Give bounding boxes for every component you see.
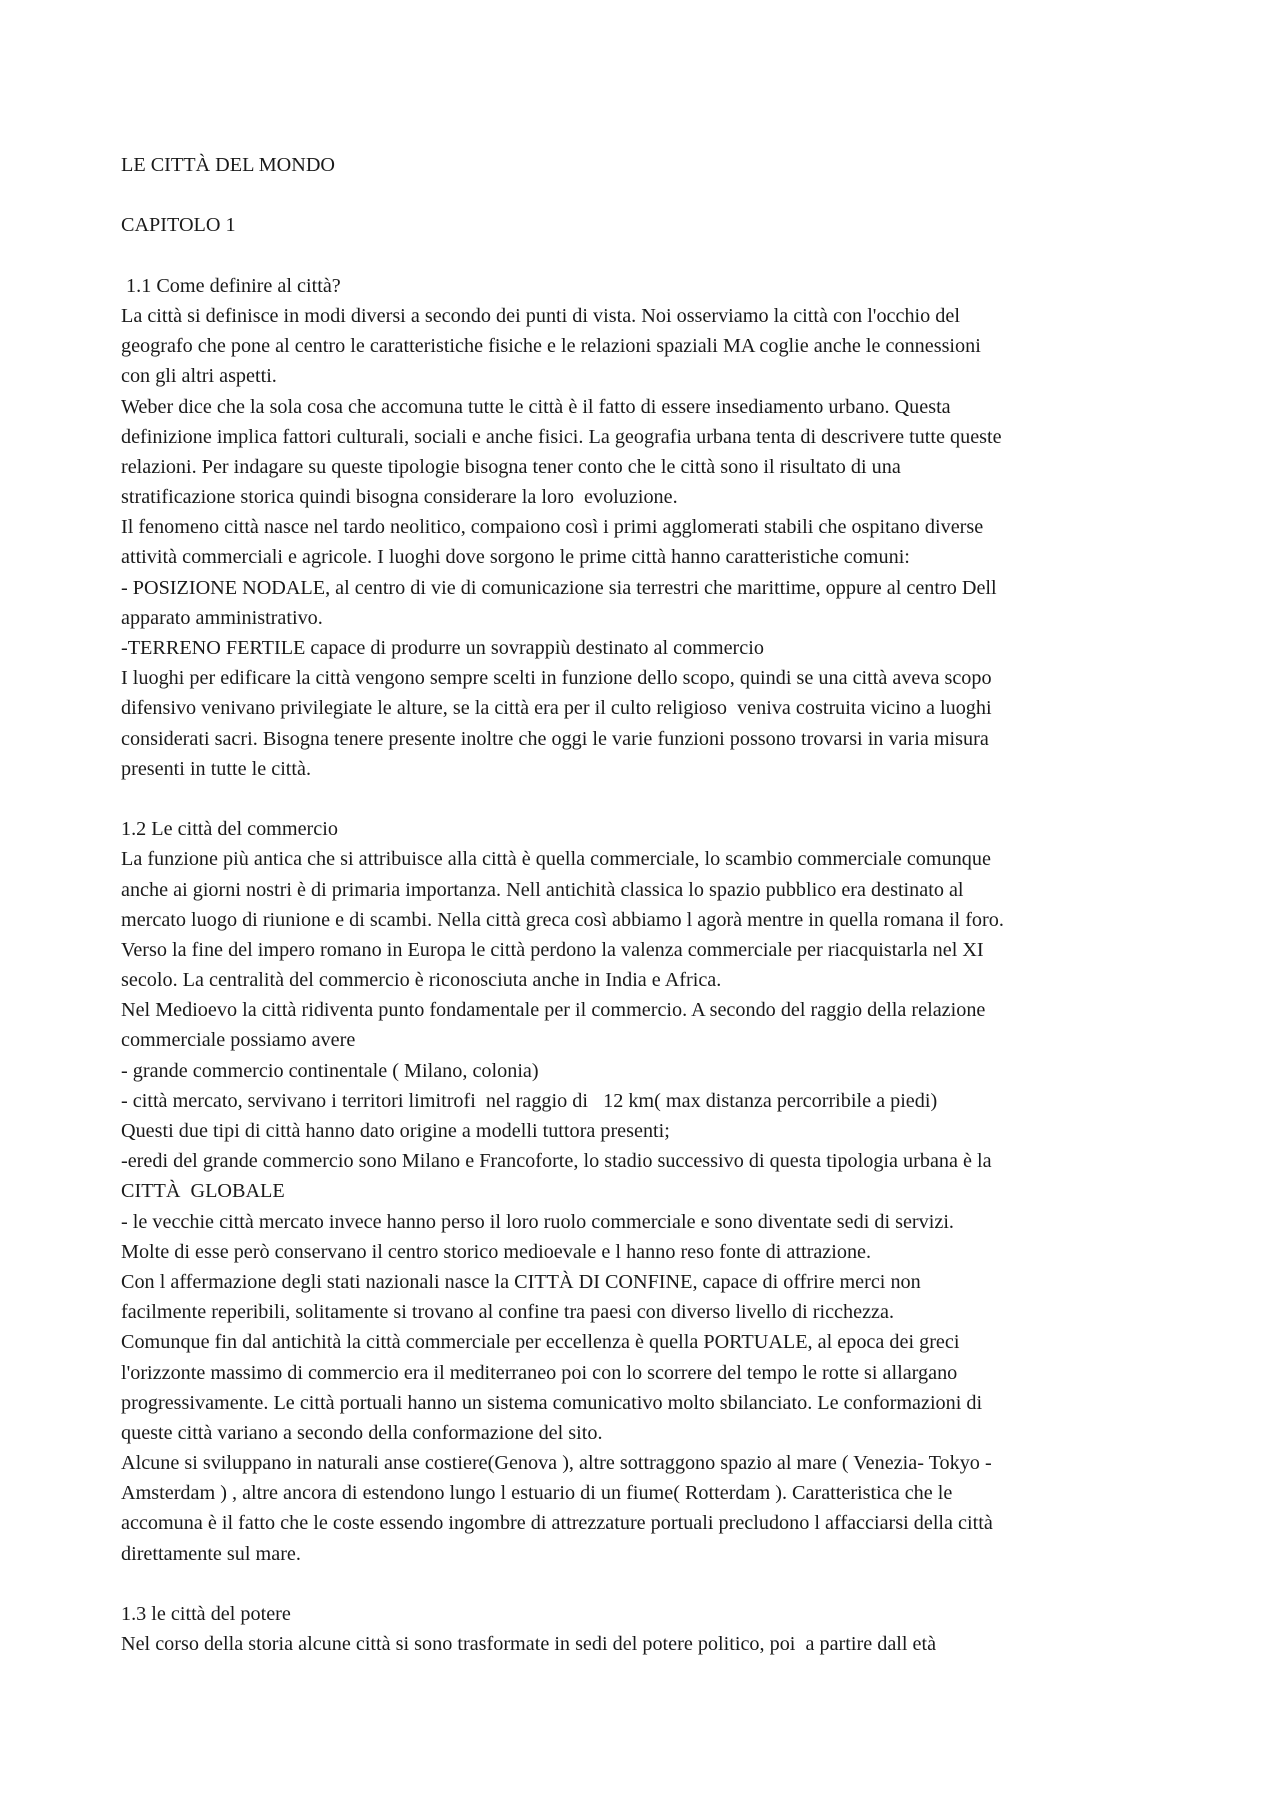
paragraph-line: La funzione più antica che si attribuisce alla città è quella commerciale, lo scambio commerciale comunque [121,848,991,871]
spacer [121,241,1171,271]
paragraph-line: stratificazione storica quindi bisogna considerare la loro evoluzione. [121,486,678,509]
paragraph-line: Comunque fin dal antichità la città commerciale per eccellenza è quella PORTUALE, al epoca dei greci [121,1331,960,1354]
paragraph-line: - POSIZIONE NODALE, al centro di vie di comunicazione sia terrestri che marittime, oppure al centro Dell [121,576,997,599]
spacer [121,1569,1171,1599]
paragraph-line: anche ai giorni nostri è di primaria importanza. Nell antichità classica lo spazio pubblico era destinato al [121,878,964,901]
paragraph-line: - le vecchie città mercato invece hanno perso il loro ruolo commerciale e sono diventate sedi di servizi. [121,1210,954,1233]
paragraph-line: -TERRENO FERTILE capace di produrre un sovrappiù destinato al commercio [121,637,764,659]
spacer [121,180,1171,210]
paragraph-line: relazioni. Per indagare su queste tipologie bisogna tener conto che le città sono il risultato di una [121,455,901,478]
paragraph-line: considerati sacri. Bisogna tenere presente inoltre che oggi le varie funzioni possono trovarsi in varia misura [121,727,989,750]
paragraph-line: La città si definisce in modi diversi a secondo dei punti di vista. Noi osserviamo la città con l'occhio del [121,304,960,327]
paragraph-line: Questi due tipi di città hanno dato origine a modelli tuttora presenti; [121,1120,670,1142]
paragraph-line: - città mercato, servivano i territori limitrofi nel raggio di 12 km( max distanza percorribile a piedi) [121,1089,938,1112]
paragraph-line: Amsterdam ) , altre ancora di estendono lungo l estuario di un fiume( Rotterdam ). Caratteristica che le [121,1482,953,1505]
paragraph-line: Nel Medioevo la città ridiventa punto fondamentale per il commercio. A secondo del raggio della relazione [121,999,986,1022]
paragraph-line: CITTÀ GLOBALE [121,1180,285,1203]
paragraph-line: Nel corso della storia alcune città si sono trasformate in sedi del potere politico, poi a partire dall età [121,1633,937,1656]
paragraph-line: presenti in tutte le città. [121,757,312,780]
paragraph-line: attività commerciali e agricole. I luoghi dove sorgono le prime città hanno caratteristiche comuni: [121,546,910,569]
paragraph-line: -eredi del grande commercio sono Milano e Francoforte, lo stadio successivo di questa tipologia urbana è la [121,1150,992,1173]
paragraph-line: progressivamente. Le città portuali hanno un sistema comunicativo molto sbilanciato. Le conformazioni di [121,1391,983,1414]
paragraph-line: Weber dice che la sola cosa che accomuna tutte le città è il fatto di essere insediamento urbano. Questa [121,395,951,418]
paragraph-line: difensivo venivano privilegiate le alture, se la città era per il culto religioso veniva costruita vicino a luoghi [121,697,992,720]
paragraph-line: I luoghi per edificare la città vengono sempre scelti in funzione dello scopo, quindi se una città aveva scopo [121,667,992,690]
paragraph-line: Verso la fine del impero romano in Europa le città perdono la valenza commerciale per riacquistarla nel XI [121,938,984,961]
document-body [121,150,1171,1659]
paragraph-line: apparato amministrativo. [121,606,323,629]
paragraph-line: commerciale possiamo avere [121,1029,356,1052]
paragraph-line: accomuna è il fatto che le coste essendo ingombre di attrezzature portuali precludono l affacciarsi della città [121,1512,993,1535]
section-heading: 1.2 Le città del commercio [121,818,338,841]
paragraph-line: Con l affermazione degli stati nazionali nasce la CITTÀ DI CONFINE, capace di offrire merci non [121,1270,921,1293]
paragraph-line: Alcune si sviluppano in naturali anse costiere(Genova ), altre sottraggono spazio al mare ( Venezia- Tokyo - [121,1452,992,1475]
chapter-heading: CAPITOLO 1 [121,214,236,237]
paragraph-line: secolo. La centralità del commercio è riconosciuta anche in India e Africa. [121,969,722,992]
paragraph-line: direttamente sul mare. [121,1542,301,1565]
section-heading: 1.1 Come definire al città? [121,274,341,297]
section-heading: 1.3 le città del potere [121,1603,291,1625]
paragraph-line: definizione implica fattori culturali, sociali e anche fisici. La geografia urbana tenta di descrivere tutte queste [121,425,1002,448]
paragraph-line: - grande commercio continentale ( Milano, colonia) [121,1059,539,1082]
paragraph-line: Molte di esse però conservano il centro storico medioevale e l hanno reso fonte di attrazione. [121,1240,872,1263]
paragraph-line: l'orizzonte massimo di commercio era il mediterraneo poi con lo scorrere del tempo le rotte si allargano [121,1361,958,1384]
paragraph-line: facilmente reperibili, solitamente si trovano al confine tra paesi con diverso livello di ricchezza. [121,1301,894,1324]
paragraph-line: con gli altri aspetti. [121,365,277,388]
sections-container [121,271,1171,1660]
paragraph-line: geografo che pone al centro le caratteristiche fisiche e le relazioni spaziali MA coglie anche le connessioni [121,335,981,358]
document-title: LE CITTÀ DEL MONDO [121,154,335,176]
paragraph-line: queste città variano a secondo della conformazione del sito. [121,1421,603,1444]
paragraph-line: mercato luogo di riunione e di scambi. Nella città greca così abbiamo l agorà mentre in quella romana il foro. [121,908,1004,931]
spacer [121,784,1171,814]
paragraph-line: Il fenomeno città nasce nel tardo neolitico, compaiono così i primi agglomerati stabili che ospitano diverse [121,516,984,539]
